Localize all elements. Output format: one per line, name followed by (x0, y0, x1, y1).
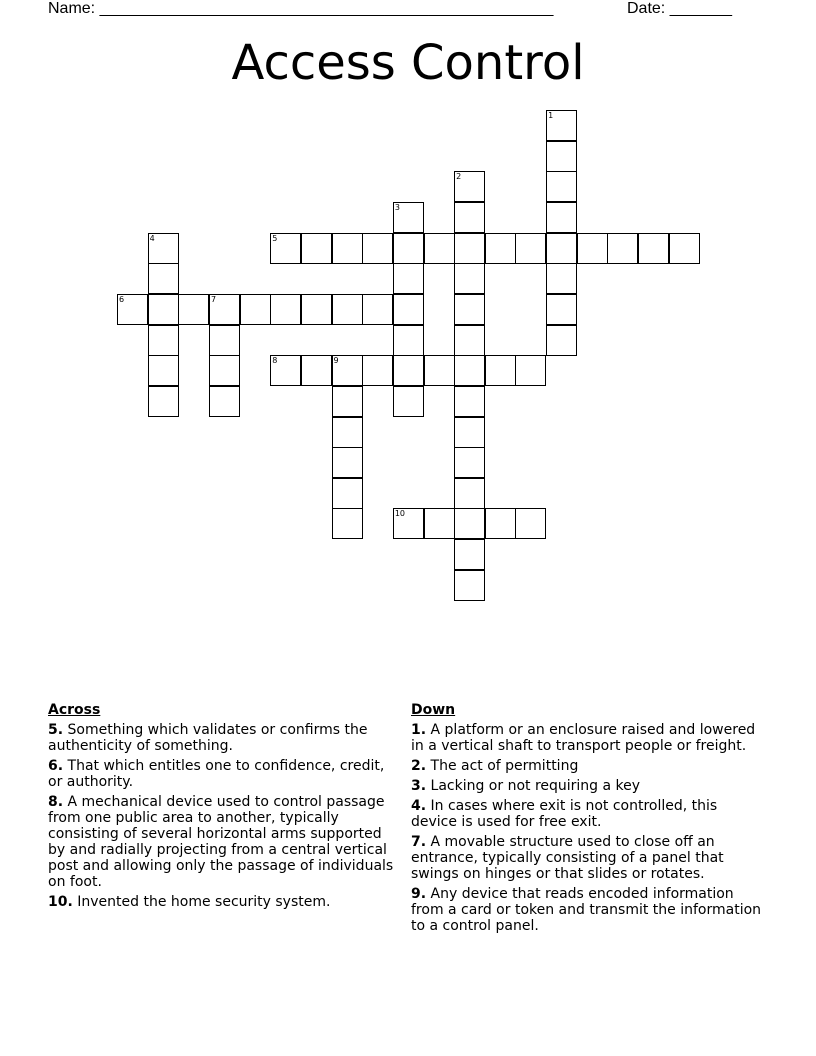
grid-cell[interactable] (209, 294, 240, 325)
grid-cell[interactable] (148, 325, 179, 356)
date-field[interactable]: Date: _______ (627, 0, 732, 17)
clue-down-7 (411, 834, 767, 882)
grid-cell[interactable] (332, 417, 363, 448)
name-field[interactable]: Name: ___________________________________________________ (48, 0, 554, 17)
grid-cell[interactable] (209, 386, 240, 417)
grid-cell[interactable] (393, 386, 424, 417)
clue-text: Something which validates or confirms the authenticity of something. (48, 722, 368, 754)
cell-number: 2 (456, 172, 462, 182)
grid-cell[interactable] (393, 202, 424, 233)
grid-cell[interactable] (362, 355, 393, 386)
grid-cell[interactable] (607, 233, 638, 264)
clue-number: 8. (48, 794, 64, 810)
grid-cell[interactable] (332, 294, 363, 325)
grid-cell[interactable] (454, 447, 485, 478)
grid-cell[interactable] (577, 233, 608, 264)
cell-number: 9 (333, 356, 339, 366)
clue-text: Any device that reads encoded information from a card or token and transmit the information to a control panel. (411, 886, 762, 934)
clue-number: 5. (48, 722, 64, 738)
grid-cell[interactable] (148, 294, 179, 325)
cell-number: 7 (210, 294, 217, 304)
page-title: Access Control (231, 35, 585, 91)
clue-down-2 (411, 758, 767, 774)
clue-across-6 (48, 758, 398, 790)
clue-text: A movable structure used to close off an entrance, typically consisting of a panel that swings on hinges or that slides or rotates. (411, 834, 724, 882)
grid-cell[interactable] (424, 233, 455, 264)
clue-number: 9. (411, 886, 427, 902)
clue-across-5 (48, 722, 398, 754)
grid-cell[interactable] (546, 263, 577, 294)
cell-number: 4 (149, 233, 155, 243)
grid-cell[interactable] (148, 233, 179, 264)
grid-cell[interactable] (454, 539, 485, 570)
grid-cell[interactable] (454, 294, 485, 325)
grid-cell[interactable] (454, 233, 485, 264)
grid-cell[interactable] (454, 355, 485, 386)
grid-cell[interactable] (515, 233, 546, 264)
down-clues (411, 702, 767, 938)
clue-number: 1. (411, 722, 427, 738)
clue-text: In cases where exit is not controlled, this device is used for free exit. (411, 798, 718, 830)
clue-across-8 (48, 794, 398, 890)
clue-down-4 (411, 798, 767, 830)
grid-cell[interactable] (148, 355, 179, 386)
grid-cell[interactable] (270, 233, 301, 264)
clue-text: A platform or an enclosure raised and lowered in a vertical shaft to transport people or freight. (411, 722, 756, 754)
clue-number: 6. (48, 758, 64, 774)
grid-cell[interactable] (362, 294, 393, 325)
grid-cell[interactable] (454, 570, 485, 601)
grid-cell[interactable] (270, 294, 301, 325)
grid-cell[interactable] (301, 355, 332, 386)
grid-cell[interactable] (454, 202, 485, 233)
grid-cell[interactable] (546, 294, 577, 325)
clue-down-3 (411, 778, 767, 794)
grid-cell[interactable] (546, 325, 577, 356)
grid-cell[interactable] (393, 263, 424, 294)
grid-cell[interactable] (546, 202, 577, 233)
grid-cell[interactable] (178, 294, 209, 325)
clue-text: A mechanical device used to control passage from one public area to another, typically consisting of several horizontal arms supported by and radially projecting from a central vertical post and allowing only the passage of individuals on foot. (48, 794, 394, 890)
grid-cell[interactable] (638, 233, 669, 264)
grid-cell[interactable] (148, 386, 179, 417)
grid-cell[interactable] (148, 263, 179, 294)
grid-cell[interactable] (454, 478, 485, 509)
grid-cell[interactable] (546, 171, 577, 202)
grid-cell[interactable] (454, 386, 485, 417)
clue-text: Lacking or not requiring a key (426, 778, 641, 794)
cell-number: 5 (272, 233, 278, 243)
grid-cell[interactable] (393, 508, 424, 539)
cell-number: 10 (394, 509, 406, 519)
grid-cell[interactable] (393, 325, 424, 356)
grid-cell[interactable] (332, 233, 363, 264)
grid-cell[interactable] (332, 478, 363, 509)
grid-cell[interactable] (454, 508, 485, 539)
down-heading: Down (411, 702, 456, 718)
grid-cell[interactable] (393, 355, 424, 386)
grid-cell[interactable] (362, 233, 393, 264)
grid-cell[interactable] (332, 355, 363, 386)
grid-cell[interactable] (301, 233, 332, 264)
grid-cell[interactable] (485, 355, 516, 386)
clue-text: The act of permitting (426, 758, 579, 774)
clue-number: 2. (411, 758, 427, 774)
grid-cell[interactable] (454, 171, 485, 202)
across-clues (48, 702, 398, 914)
grid-cell[interactable] (546, 141, 577, 172)
clue-number: 3. (411, 778, 427, 794)
clue-down-9 (411, 886, 767, 934)
grid-cell[interactable] (454, 325, 485, 356)
grid-cell[interactable] (332, 386, 363, 417)
grid-cell[interactable] (332, 508, 363, 539)
cell-number: 1 (548, 111, 554, 120)
grid-cell[interactable] (546, 233, 577, 264)
grid-cell[interactable] (454, 417, 485, 448)
grid-cell[interactable] (454, 263, 485, 294)
across-heading: Across (48, 702, 101, 718)
grid-cell[interactable] (424, 508, 455, 539)
grid-cell[interactable] (270, 355, 301, 386)
grid-cell[interactable] (546, 110, 577, 141)
clue-number: 4. (411, 798, 427, 814)
clue-text: That which entitles one to confidence, credit, or authority. (48, 758, 385, 790)
clue-number: 10. (48, 894, 73, 910)
grid-cell[interactable] (209, 325, 240, 356)
grid-cell[interactable] (515, 355, 546, 386)
cell-number: 6 (119, 294, 125, 304)
grid-cell[interactable] (117, 294, 148, 325)
grid-cell[interactable] (485, 233, 516, 264)
cell-number: 8 (272, 356, 278, 366)
grid-cell[interactable] (424, 355, 455, 386)
grid-cell[interactable] (301, 294, 332, 325)
grid-cell[interactable] (332, 447, 363, 478)
grid-cell[interactable] (393, 233, 424, 264)
clue-down-1 (411, 722, 767, 754)
clue-text: Invented the home security system. (72, 894, 331, 910)
grid-cell[interactable] (485, 508, 516, 539)
clue-number: 7. (411, 834, 427, 850)
cell-number: 3 (394, 202, 400, 212)
grid-cell[interactable] (393, 294, 424, 325)
grid-cell[interactable] (240, 294, 271, 325)
grid-cell[interactable] (209, 355, 240, 386)
grid-cell[interactable] (515, 508, 546, 539)
clue-across-10 (48, 894, 398, 910)
grid-cell[interactable] (669, 233, 700, 264)
